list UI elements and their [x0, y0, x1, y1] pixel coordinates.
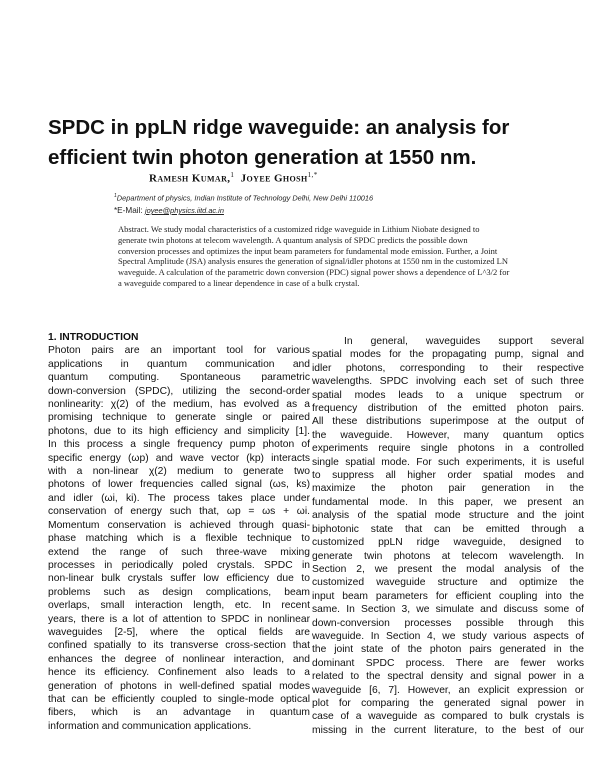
body-line: and idler (ωi, ki). The process takes place under — [48, 492, 310, 504]
paper-title — [48, 113, 568, 173]
body-line: generation of photons in well-defined spatial modes — [48, 680, 310, 692]
body-line: waveguide [6, 7]. However, an explicit expression or — [312, 684, 584, 696]
body-line: years, there is a lot of attention to SPDC in nonlinear — [48, 613, 310, 625]
body-line: photons of lower frequencies called signal (ωs, ks) — [48, 479, 310, 491]
body-line: waveguides [2-5], where the optical fields are — [48, 626, 310, 638]
body-line: promising technique to generate single or paired — [48, 412, 310, 424]
body-line: nonlinearity: χ(2) of the medium, has evolved as a — [48, 399, 310, 411]
body-line: the waveguide. However, many quantum optics — [312, 429, 584, 441]
abstract — [118, 224, 566, 289]
body-line: plot for comparing the generated signal power in — [312, 697, 584, 709]
affiliation — [114, 193, 373, 202]
right-column — [312, 335, 584, 737]
body-line: wavelengths. SPDC involving each set of such three — [312, 376, 584, 388]
body-line: same. In Section 3, we simulate and discuss some of — [312, 604, 584, 616]
body-line: the joint state of the photon pairs generated in the — [312, 644, 584, 656]
body-line: overlaps, small interaction length, etc. In recent — [48, 600, 310, 612]
body-line: information and communication applications. — [48, 720, 252, 732]
body-line: waveguide. In Section 4, we study various aspects of — [312, 630, 584, 642]
body-line: case of a waveguide as compared to bulk crystals is — [312, 711, 584, 723]
body-line: down-conversion (SPDC), utilizing the second-order — [48, 385, 310, 397]
body-line: non-linear bulk crystals suffer low efficiency due to — [48, 573, 310, 585]
body-line: to suppress all higher order spatial modes and — [312, 470, 584, 482]
abstract-line: generate twin photons at telecom wavelength. A quantum analysis of SPDC predicts the possible down — [118, 234, 468, 245]
body-line: confined spatially to its transverse cross-section that — [48, 640, 310, 652]
body-line: In this process a single frequency pump photon of — [48, 439, 310, 451]
body-line: All these distributions superimpose at the output of — [312, 416, 584, 428]
abstract-line: conversion processes and optimizes the input beam parameters for fundamental mode emission. Further, a Joint — [118, 245, 498, 256]
body-line: specific energy (ωp) and wave vector (kp) interacts — [48, 452, 310, 464]
title-line: efficient twin photon generation at 1550 nm. — [48, 146, 477, 169]
body-line: that can be efficiently coupled to single-mode optical — [48, 693, 310, 705]
body-line: single spatial mode. For such experiments, it is useful — [312, 456, 584, 468]
body-line: processes in periodically poled crystals. SPDC in — [48, 559, 310, 571]
body-line: dominant SPDC process. There are fewer works — [312, 657, 584, 669]
author-affiliation-marker: 1 — [230, 171, 235, 179]
body-line: fibers, which is an advantage in quantum — [48, 707, 310, 719]
body-line: biphotonic state that can be emitted through a — [312, 523, 584, 535]
body-line: idler photons, corresponding to their respective — [312, 362, 584, 374]
email-link[interactable]: joyee@physics.iitd.ac.in — [144, 206, 224, 215]
body-line: quantum computing. Spontaneous parametric — [48, 372, 310, 384]
body-line: analysis of the spatial mode structure and the joint — [312, 510, 584, 522]
body-line: phase matching which is a flexible technique to — [48, 533, 310, 545]
body-line: experiments require single photons in a controlled — [312, 443, 584, 455]
body-line: Photon pairs are an important tool for various — [48, 345, 310, 357]
body-line: input beam parameters for efficient coupling into the — [312, 590, 584, 602]
body-line: extend the range of such three-wave mixing — [48, 546, 310, 558]
abstract-line: waveguide. A calculation of the parametric down conversion (PDC) signal power shows a dependence of L^3/2 for — [118, 267, 510, 278]
body-line: spatial modes for the propagating pump, signal and — [312, 349, 584, 361]
body-line: photons, due to its high efficiency and simplicity [1]. — [48, 425, 310, 437]
title-line: SPDC in ppLN ridge waveguide: an analysis for — [48, 116, 510, 139]
author-name: Ramesh Kumar, — [149, 172, 231, 185]
body-line: maximize the photon pair generation in the — [312, 483, 584, 495]
body-line: hence its efficiency. Confinement also leads to a — [48, 667, 310, 679]
body-line: Momentum conservation is achieved through quasi- — [48, 519, 310, 531]
body-line: enhances the degree of nonlinear interaction, and — [48, 653, 310, 665]
body-line: customized waveguide structure and optimize the — [312, 577, 584, 589]
abstract-line: Spectral Amplitude (JSA) analysis ensures the generation of signal/idler photons at 1550 nm in the customized LN — [118, 256, 508, 267]
body-line: Section 2, we present the modal analysis of the — [312, 563, 584, 575]
body-line: related to the spectral density and signal power in a — [312, 671, 584, 683]
body-line: conservation of energy such that, ωp = ωs + ωi. — [48, 506, 310, 518]
body-line: fundamental mode. In this paper, we present an — [312, 496, 584, 508]
body-line: generate twin photons at telecom wavelength. In — [312, 550, 584, 562]
affiliation-marker: 1 — [114, 193, 117, 199]
body-line: frequency distribution of the emitted photon pairs. — [312, 403, 584, 415]
author-name: Joyee Ghosh — [240, 172, 308, 185]
body-line: problems such as design complications, beam — [48, 586, 310, 598]
affiliation-text: Department of physics, Indian Institute of Technology Delhi, New Delhi 110016 — [116, 193, 374, 203]
body-line: with a non-linear χ(2) medium to generate two — [48, 466, 310, 478]
author-list — [149, 171, 318, 185]
abstract-line: a waveguide compared to a linear dependence in case of a bulk crystal. — [118, 277, 360, 288]
body-line: spatial modes leads to a unique spectrum or — [312, 389, 584, 401]
section-heading: 1. INTRODUCTION — [48, 332, 139, 343]
body-line: customized ppLN ridge waveguide, designed to — [312, 537, 584, 549]
email-label: *E-Mail: — [114, 206, 143, 215]
email-line — [114, 206, 224, 215]
body-line: down-conversion processes possible through this — [312, 617, 584, 629]
body-line: applications in quantum communication and — [48, 358, 310, 370]
abstract-line: Abstract. We study modal characteristics of a customized ridge waveguide in Lithium Niobate designed to — [118, 224, 480, 234]
left-column — [48, 331, 310, 733]
body-line: In general, waveguides support several — [344, 336, 584, 347]
author-affiliation-marker: 1,* — [307, 171, 318, 179]
body-line: missing in the current literature, to the best of our — [312, 724, 584, 736]
